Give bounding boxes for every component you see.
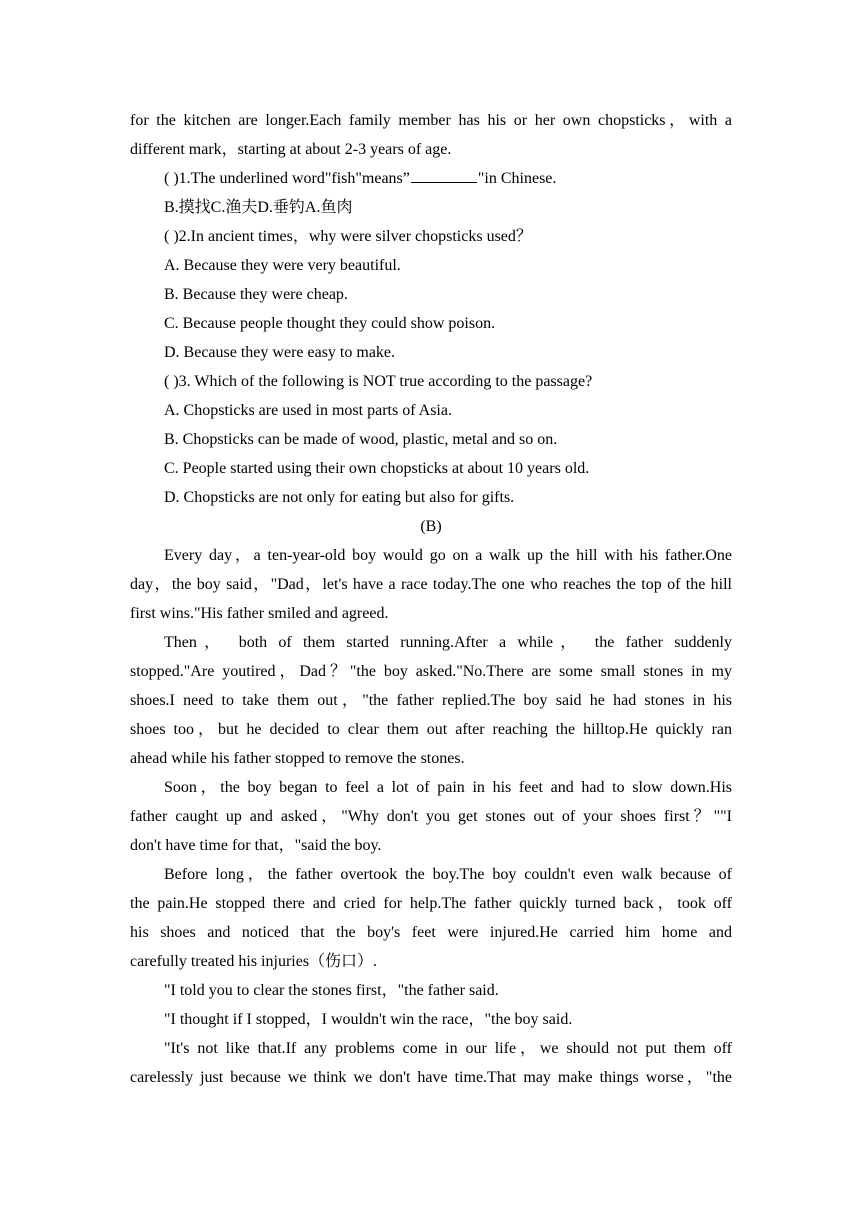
question-2-option-b: B. Because they were cheap. [164,286,348,303]
text-line: Every day，a ten-year-old boy would go on a walk up the hill with his father.One [164,547,732,564]
question-3-option-b: B. Chopsticks can be made of wood, plastic, metal and so on. [164,431,558,448]
text-line: his shoes and noticed that the boy's feet were injured.He carried him home and [130,924,732,941]
question-1-stem: ( )1.The underlined word"fish"means” "in Chinese. [164,170,557,187]
question-2-stem: ( )2.In ancient times，why were silver chopsticks used？ [164,228,532,245]
question-2-option-d: D. Because they were easy to make. [164,344,396,361]
text-line: carefully treated his injuries（伤口）. [130,953,378,970]
text-line: the pain.He stopped there and cried for help.The father quickly turned back，took off [130,895,732,912]
text-line: ahead while his father stopped to remove the stones. [130,750,465,767]
text-line: day，the boy said，"Dad，let's have a race today.The one who reaches the top of the hill [130,576,732,593]
text-line: shoes too，but he decided to clear them out after reaching the hilltop.He quickly ran [130,721,733,738]
question-3-option-c: C. People started using their own chopsticks at about 10 years old. [164,460,590,477]
text-line: Before long，the father overtook the boy.The boy couldn't even walk because of [164,866,732,883]
answer-blank [411,168,477,183]
question-3-option-d: D. Chopsticks are not only for eating but also for gifts. [164,489,515,506]
text-line: Then， both of them started running.After a while， the father suddenly [164,634,732,651]
question-3-option-a: A. Chopsticks are used in most parts of Asia. [164,402,452,419]
text-line: carelessly just because we think we don't have time.That may make things worse，"the [130,1069,732,1086]
text-line: "I told you to clear the stones first，"the father said. [164,982,499,999]
text-line: different mark，starting at about 2-3 years of age. [130,141,452,158]
text-line: first wins."His father smiled and agreed. [130,605,389,622]
text-line: don't have time for that，"said the boy. [130,837,382,854]
text-line: stopped."Are youtired，Dad？"the boy asked."No.There are some small stones in my [130,663,732,680]
text-line: shoes.I need to take them out，"the father replied.The boy said he had stones in his [130,692,732,709]
question-3-stem: ( )3. Which of the following is NOT true according to the passage? [164,373,593,390]
section-b-heading: (B) [420,518,442,535]
text-line: Soon，the boy began to feel a lot of pain in his feet and had to slow down.His [164,779,732,796]
document-page [130,106,732,1092]
text-line: "It's not like that.If any problems come in our life，we should not put them off [164,1040,732,1057]
text-line: father caught up and asked，"Why don't you get stones out of your shoes first？""I [130,808,732,825]
question-1-options: B.摸找C.渔夫D.垂钓A.鱼肉 [164,199,353,216]
text-line: "I thought if I stopped，I wouldn't win the race，"the boy said. [164,1011,573,1028]
text-line: for the kitchen are longer.Each family member has his or her own chopsticks，with a [130,112,732,129]
question-2-option-a: A. Because they were very beautiful. [164,257,401,274]
question-2-option-c: C. Because people thought they could show poison. [164,315,496,332]
